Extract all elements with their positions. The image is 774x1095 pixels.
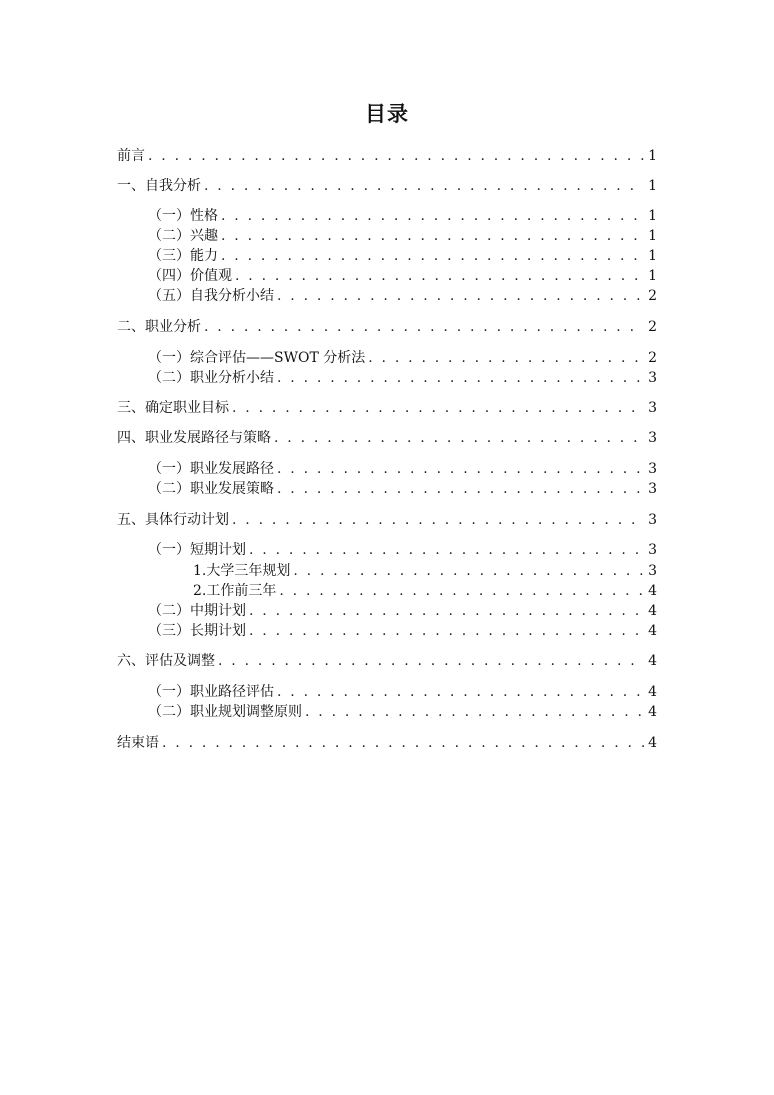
toc-entry-label: （一）职业路径评估 — [148, 684, 274, 700]
toc-entry-label: 二、职业分析 — [117, 319, 201, 335]
toc-entry-long-term-plan[interactable] — [148, 621, 657, 641]
toc-entry-abilities[interactable] — [148, 246, 657, 266]
toc-entry-values[interactable] — [148, 266, 657, 286]
toc-dot-leader — [235, 266, 644, 286]
toc-entry-label: 一、自我分析 — [117, 178, 201, 194]
toc-page-number: 4 — [648, 704, 657, 720]
toc-dot-leader — [279, 581, 644, 601]
toc-dot-leader — [277, 459, 644, 479]
toc-entry-label: 前言 — [117, 148, 145, 164]
toc-dot-leader — [162, 733, 644, 753]
toc-entry-label: （一）短期计划 — [148, 542, 246, 558]
toc-page-number: 1 — [648, 148, 657, 164]
toc-entry-label: 四、职业发展路径与策略 — [117, 430, 271, 446]
toc-page-number: 3 — [648, 370, 657, 386]
toc-page-number: 4 — [648, 735, 657, 751]
toc-dot-leader — [368, 348, 644, 368]
toc-dot-leader — [277, 479, 644, 499]
toc-entry-first-three-work-years[interactable] — [193, 581, 657, 601]
toc-entry-career-goal[interactable] — [117, 398, 657, 418]
toc-entry-university-plan[interactable] — [193, 561, 657, 581]
toc-entry-evaluation-adjustment[interactable] — [117, 651, 657, 671]
toc-page-number: 1 — [648, 248, 657, 264]
toc-entry-label: （一）性格 — [148, 208, 218, 224]
toc-entry-label: （三）能力 — [148, 248, 218, 264]
toc-dot-leader — [221, 226, 644, 246]
toc-entry-label: 六、评估及调整 — [117, 653, 215, 669]
toc-entry-preface[interactable] — [117, 146, 657, 166]
toc-entry-short-term-plan[interactable] — [148, 540, 657, 560]
toc-entry-label: （一）职业发展路径 — [148, 461, 274, 477]
toc-dot-leader — [232, 398, 644, 418]
toc-entry-action-plan[interactable] — [117, 510, 657, 530]
toc-entry-self-analysis[interactable] — [117, 176, 657, 196]
toc-page-number: 1 — [648, 178, 657, 194]
toc-page-number: 3 — [648, 542, 657, 558]
toc-dot-leader — [277, 286, 644, 306]
toc-entry-career-path-evaluation[interactable] — [148, 682, 657, 702]
page-title: 目录 — [365, 102, 409, 126]
toc-page-number: 3 — [648, 512, 657, 528]
toc-entry-label: 2.工作前三年 — [193, 583, 277, 599]
toc-dot-leader — [148, 146, 644, 166]
toc-entry-career-analysis[interactable] — [117, 317, 657, 337]
toc-entry-label: （五）自我分析小结 — [148, 288, 274, 304]
toc-entry-self-analysis-summary[interactable] — [148, 286, 657, 306]
toc-page-number: 3 — [648, 481, 657, 497]
toc-page-number: 3 — [648, 400, 657, 416]
toc-dot-leader — [204, 317, 644, 337]
toc-entry-label: （二）职业规划调整原则 — [148, 704, 302, 720]
toc-entry-career-strategy[interactable] — [148, 479, 657, 499]
toc-page-number: 1 — [648, 228, 657, 244]
toc-page-number: 2 — [648, 350, 657, 366]
toc-page-number: 3 — [648, 563, 657, 579]
toc-entry-interests[interactable] — [148, 226, 657, 246]
toc-page-number: 2 — [648, 288, 657, 304]
toc-page-number: 2 — [648, 319, 657, 335]
toc-entry-adjustment-principles[interactable] — [148, 702, 657, 722]
toc-entry-career-path-strategy[interactable] — [117, 428, 657, 448]
toc-page-number: 4 — [648, 653, 657, 669]
toc-entry-label: （二）职业分析小结 — [148, 370, 274, 386]
toc-entry-label: （三）长期计划 — [148, 623, 246, 639]
toc-entry-career-analysis-summary[interactable] — [148, 368, 657, 388]
toc-entry-career-path[interactable] — [148, 459, 657, 479]
toc-entry-label: 五、具体行动计划 — [117, 512, 229, 528]
toc-entry-label: （二）兴趣 — [148, 228, 218, 244]
toc-entry-label: （一）综合评估——SWOT 分析法 — [148, 350, 366, 366]
toc-entry-swot-analysis[interactable] — [148, 348, 657, 368]
toc-dot-leader — [274, 428, 644, 448]
toc-dot-leader — [277, 368, 644, 388]
toc-dot-leader — [293, 561, 644, 581]
toc-dot-leader — [249, 601, 644, 621]
toc-dot-leader — [277, 682, 644, 702]
toc-page-number: 4 — [648, 583, 657, 599]
toc-dot-leader — [305, 702, 644, 722]
toc-dot-leader — [249, 540, 644, 560]
toc-entry-personality[interactable] — [148, 206, 657, 226]
toc-dot-leader — [221, 246, 644, 266]
toc-page-number: 4 — [648, 603, 657, 619]
toc-dot-leader — [221, 206, 644, 226]
toc-entry-label: 结束语 — [117, 735, 159, 751]
toc-entry-label: （四）价值观 — [148, 268, 232, 284]
toc-dot-leader — [232, 510, 644, 530]
toc-entry-conclusion[interactable] — [117, 733, 657, 753]
toc-entry-mid-term-plan[interactable] — [148, 601, 657, 621]
toc-page-number: 1 — [648, 268, 657, 284]
toc-dot-leader — [204, 176, 644, 196]
toc-page-number: 1 — [648, 208, 657, 224]
toc-entry-label: 1.大学三年规划 — [193, 563, 291, 579]
toc-entry-label: （二）中期计划 — [148, 603, 246, 619]
toc-page-number: 4 — [648, 684, 657, 700]
toc-page-number: 3 — [648, 461, 657, 477]
toc-page-number: 4 — [648, 623, 657, 639]
toc-entry-label: （二）职业发展策略 — [148, 481, 274, 497]
toc-entry-label: 三、确定职业目标 — [117, 400, 229, 416]
toc-dot-leader — [249, 621, 644, 641]
toc-dot-leader — [218, 651, 644, 671]
toc-page-number: 3 — [648, 430, 657, 446]
